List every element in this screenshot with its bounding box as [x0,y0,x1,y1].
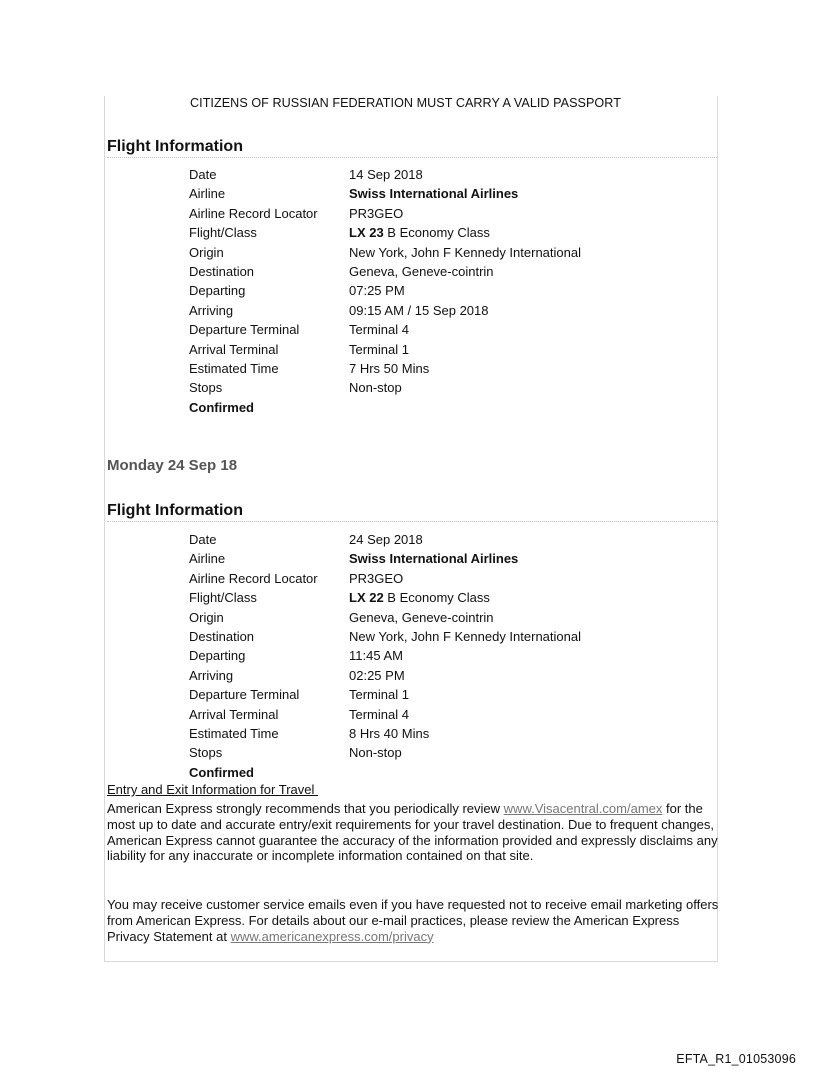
flight-2-row-destination [189,627,581,646]
row-value: 7 Hrs 50 Mins [349,360,430,376]
flight-1-row-estimated-time [189,359,581,378]
flight-1-row-arriving [189,301,581,320]
row-label: Arrival Terminal [189,706,279,722]
row-label: Departure Terminal [189,322,300,338]
row-label: Date [189,532,217,547]
row-label: Origin [189,244,224,260]
row-label: Estimated Time [189,360,279,376]
flight-1-row-record-locator [189,204,581,223]
flight-1-row-flight-class [189,223,581,242]
flight-code: LX 23 [349,225,384,241]
row-value: Terminal 1 [349,687,409,703]
flight-2-row-departure-terminal [189,685,581,704]
flight-2-details [189,530,581,782]
flight-2-section-title: Flight Information [107,502,717,522]
row-value: 24 Sep 2018 [349,532,423,547]
email-paragraph [107,897,719,944]
flight-1-details [189,165,581,417]
row-label: Stops [189,380,223,396]
flight-1-row-departing [189,281,581,300]
row-label: Departing [189,283,246,299]
flight-2-row-arriving [189,666,581,685]
document-id: EFTA_R1_01053096 [676,1052,796,1066]
row-value: 8 Hrs 40 Mins [349,725,430,741]
flight-2-row-estimated-time [189,724,581,743]
row-value: Swiss International Airlines [349,186,519,202]
row-label: Departing [189,648,246,664]
email-paragraph-text: You may receive customer service emails even if you have requested not to receive email marketing offers from American Express. For details about our e-mail practices, please review the American Express Privacy Statement at [107,897,719,944]
visa-paragraph [107,801,719,864]
flight-2-status: Confirmed [189,764,254,780]
flight-1-row-airline [189,184,581,203]
row-label: Destination [189,263,255,279]
row-value: PR3GEO [349,205,404,221]
flight-1-row-origin [189,243,581,262]
flight-2-row-airline [189,549,581,568]
row-value: Geneva, Geneve-cointrin [349,263,494,279]
row-label: Arriving [189,667,234,683]
flight-2-row-date [189,530,581,549]
row-value: 02:25 PM [349,667,405,683]
row-value: Terminal 4 [349,322,409,338]
row-label: Date [189,167,217,182]
row-label: Airline Record Locator [189,570,318,586]
flight-1-section-title: Flight Information [107,138,717,158]
row-value: Swiss International Airlines [349,551,519,567]
row-label: Stops [189,745,223,761]
row-value: 07:25 PM [349,283,405,299]
row-label: Origin [189,609,224,625]
row-value: Terminal 1 [349,341,409,357]
visacentral-link[interactable]: www.Visacentral.com/amex [503,801,663,816]
flight-1-row-destination [189,262,581,281]
row-label: Airline [189,551,226,567]
row-value: 14 Sep 2018 [349,167,423,182]
flight-1-row-date [189,165,581,184]
visa-paragraph-rest: for the most up to date and accurate entry/exit requirements for your travel destination. Due to frequent changes, American Express cannot guarantee the accuracy of the information provided and expressly disclaims any liability for any inaccurate or incomplete information contained on that site. [107,801,718,864]
flight-2-row-record-locator [189,569,581,588]
flight-2-row-flight-class [189,588,581,607]
flight-1-row-stops [189,378,581,397]
flight-2-row-departing [189,646,581,665]
row-label: Departure Terminal [189,687,300,703]
flight-2-row-arrival-terminal [189,705,581,724]
flight-1-row-departure-terminal [189,320,581,339]
flight-2-row-stops [189,743,581,762]
row-value: 09:15 AM / 15 Sep 2018 [349,302,489,318]
row-value: B Economy Class [383,590,490,606]
row-label: Airline Record Locator [189,205,318,221]
row-value: PR3GEO [349,570,404,586]
row-label: Arriving [189,302,234,318]
row-value: Terminal 4 [349,706,409,722]
row-value: Non-stop [349,745,402,761]
entry-exit-heading: Entry and Exit Information for Travel [107,782,318,797]
row-value: New York, John F Kennedy International [349,244,581,260]
row-label: Arrival Terminal [189,341,279,357]
row-value: Non-stop [349,380,402,396]
row-value: 11:45 AM [349,648,403,664]
flight-code: LX 22 [349,590,384,606]
visa-paragraph-intro: American Express strongly recommends that you periodically review [107,801,504,816]
row-label: Flight/Class [189,590,257,606]
flight-1-status: Confirmed [189,399,254,415]
row-label: Flight/Class [189,225,257,241]
day-heading: Monday 24 Sep 18 [107,457,238,474]
row-value: B Economy Class [383,225,490,241]
row-value: Geneva, Geneve-cointrin [349,609,494,625]
row-label: Airline [189,186,226,202]
row-label: Destination [189,628,255,644]
privacy-link[interactable]: www.americanexpress.com/privacy [230,928,434,944]
flight-1-row-arrival-terminal [189,340,581,359]
passport-notice: CITIZENS OF RUSSIAN FEDERATION MUST CARRY A VALID PASSPORT [190,96,621,110]
row-label: Estimated Time [189,725,279,741]
row-value: New York, John F Kennedy International [349,628,581,644]
flight-2-row-origin [189,608,581,627]
